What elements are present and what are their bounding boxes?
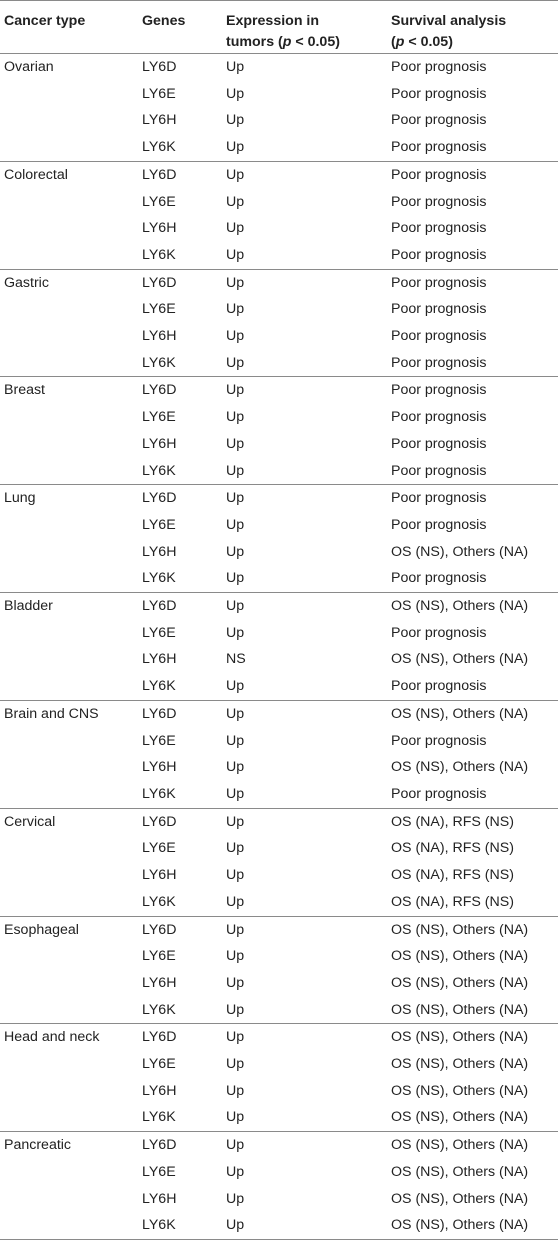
cancer-type-cell: Bladder: [0, 593, 142, 620]
table-row: [0, 242, 558, 269]
cancer-type-cell: [0, 242, 142, 269]
survival-cell: Poor prognosis: [391, 193, 487, 210]
table-row: [0, 161, 558, 188]
gene-cell: LY6H: [142, 435, 177, 452]
gene-cell: LY6D: [142, 1024, 226, 1051]
table-row: [0, 539, 558, 566]
table-row: [0, 862, 558, 889]
table-row: [0, 943, 558, 970]
cancer-type-cell: Gastric: [0, 269, 142, 296]
survival-cell: Poor prognosis: [391, 354, 487, 371]
table-row: [0, 431, 558, 458]
cancer-type-cell: [0, 1159, 142, 1186]
gene-cell: LY6K: [142, 678, 176, 695]
header-row: [0, 1, 558, 54]
table-row: [0, 889, 558, 916]
cancer-type-cell: [0, 565, 142, 592]
table-row: [0, 269, 558, 296]
gene-cell: LY6H: [142, 220, 177, 237]
survival-cell: OS (NS), Others (NA): [391, 1132, 558, 1159]
survival-cell: OS (NS), Others (NA): [391, 948, 529, 965]
cancer-type-cell: [0, 189, 142, 216]
survival-cell: Poor prognosis: [391, 301, 487, 318]
cancer-type-cell: [0, 512, 142, 539]
cancer-type-cell: [0, 835, 142, 862]
cancer-type-cell: Breast: [0, 377, 142, 404]
table-row: [0, 350, 558, 377]
expression-cell: Up: [226, 1212, 391, 1239]
gene-cell: LY6E: [142, 193, 176, 210]
header-expression: [226, 1, 391, 54]
expression-cell: Up: [226, 193, 245, 210]
expression-cell: Up: [226, 301, 245, 318]
table-row: [0, 997, 558, 1024]
cancer-type-cell: [0, 943, 142, 970]
table-row: [0, 215, 558, 242]
expression-cell: Up: [226, 1190, 245, 1207]
expression-cell: Up: [226, 485, 391, 512]
header-expression-suffix: < 0.05): [291, 34, 340, 50]
header-genes: [142, 1, 226, 54]
table-row: [0, 323, 558, 350]
expression-cell: Up: [226, 785, 245, 802]
cancer-type-cell: [0, 889, 142, 916]
expression-cell: Up: [226, 570, 245, 587]
expression-cell: Up: [226, 1132, 391, 1159]
cancer-type-cell: [0, 215, 142, 242]
header-survival-prefix: (: [391, 34, 396, 50]
gene-cell: LY6D: [142, 700, 226, 727]
header-genes-label: Genes: [142, 13, 186, 29]
table-row: [0, 1212, 558, 1239]
gene-cell: LY6D: [142, 1132, 226, 1159]
header-survival: [391, 1, 558, 54]
table-row: [0, 835, 558, 862]
survival-cell: Poor prognosis: [391, 678, 487, 695]
survival-cell: OS (NS), Others (NA): [391, 1163, 529, 1180]
table-row: [0, 377, 558, 404]
cancer-type-cell: [0, 970, 142, 997]
table-row: [0, 1159, 558, 1186]
table-row: [0, 1024, 558, 1051]
table-row: [0, 1051, 558, 1078]
expression-cell: Up: [226, 624, 245, 641]
cancer-type-cell: [0, 754, 142, 781]
table-row: [0, 54, 558, 81]
expression-cell: Up: [226, 462, 245, 479]
expression-cell: Up: [226, 246, 245, 263]
survival-cell: Poor prognosis: [391, 220, 487, 237]
survival-cell: OS (NS), Others (NA): [391, 1001, 529, 1018]
table-row: [0, 916, 558, 943]
gene-cell: LY6K: [142, 893, 176, 910]
gene-cell: LY6D: [142, 808, 226, 835]
survival-cell: OS (NS), Others (NA): [391, 1024, 558, 1051]
gene-cell: LY6E: [142, 301, 176, 318]
table-row: [0, 134, 558, 161]
table-row: [0, 565, 558, 592]
cancer-type-cell: [0, 134, 142, 161]
cancer-type-cell: [0, 458, 142, 485]
table-row: [0, 1078, 558, 1105]
gene-cell: LY6E: [142, 1056, 176, 1073]
header-expression-prefix: tumors (: [226, 34, 283, 50]
expression-cell: Up: [226, 1056, 245, 1073]
survival-cell: OS (NA), RFS (NS): [391, 867, 514, 884]
cancer-type-cell: [0, 728, 142, 755]
survival-cell: Poor prognosis: [391, 161, 558, 188]
survival-cell: OS (NS), Others (NA): [391, 916, 558, 943]
table-row: [0, 593, 558, 620]
table-row: [0, 700, 558, 727]
survival-cell: OS (NA), RFS (NS): [391, 840, 514, 857]
survival-cell: Poor prognosis: [391, 570, 487, 587]
header-survival-p: p: [395, 34, 405, 50]
expression-cell: Up: [226, 1163, 245, 1180]
table-row: [0, 808, 558, 835]
table-row: [0, 781, 558, 808]
cancer-type-cell: [0, 673, 142, 700]
gene-cell: LY6H: [142, 543, 177, 560]
cancer-type-cell: [0, 350, 142, 377]
gene-cell: LY6E: [142, 840, 176, 857]
survival-cell: OS (NS), Others (NA): [391, 1082, 529, 1099]
expression-cell: Up: [226, 893, 245, 910]
gene-cell: LY6E: [142, 948, 176, 965]
table-row: [0, 1186, 558, 1213]
header-cancer-type: [0, 1, 142, 54]
expression-cell: Up: [226, 867, 245, 884]
cancer-type-cell: [0, 862, 142, 889]
gene-cell: LY6D: [142, 485, 226, 512]
cancer-type-cell: Brain and CNS: [0, 700, 142, 727]
table-row: [0, 404, 558, 431]
cancer-type-cell: Ovarian: [4, 59, 54, 75]
table-row: [0, 673, 558, 700]
cancer-type-cell: Colorectal: [0, 161, 142, 188]
header-cancer-type-label: Cancer type: [4, 13, 86, 29]
survival-cell: Poor prognosis: [391, 246, 487, 263]
table-row: [0, 485, 558, 512]
cancer-type-cell: [0, 997, 142, 1024]
survival-cell: Poor prognosis: [391, 139, 487, 156]
expression-cell: Up: [226, 354, 245, 371]
table-row: [0, 296, 558, 323]
survival-cell: Poor prognosis: [391, 732, 487, 749]
expression-cell: Up: [226, 59, 245, 75]
table-row: [0, 512, 558, 539]
table-row: [0, 81, 558, 108]
gene-cell: LY6K: [142, 139, 176, 156]
expression-cell: Up: [226, 759, 245, 776]
survival-cell: OS (NS), Others (NA): [391, 593, 558, 620]
survival-cell: Poor prognosis: [391, 516, 487, 533]
survival-cell: OS (NS), Others (NA): [391, 543, 529, 560]
expression-cell: Up: [226, 435, 245, 452]
gene-cell: LY6D: [142, 377, 226, 404]
gene-cell: LY6D: [142, 59, 177, 75]
expression-cell: Up: [226, 1024, 391, 1051]
table-header: [0, 1, 558, 54]
gene-cell: LY6E: [142, 409, 176, 426]
cancer-type-cell: [0, 81, 142, 108]
expression-cell: Up: [226, 161, 391, 188]
survival-cell: Poor prognosis: [391, 112, 487, 129]
cancer-type-cell: Esophageal: [0, 916, 142, 943]
table-row: [0, 970, 558, 997]
survival-cell: OS (NS), Others (NA): [391, 1212, 558, 1239]
expression-cell: Up: [226, 220, 245, 237]
gene-cell: LY6K: [142, 1109, 176, 1126]
table-row: [0, 620, 558, 647]
expression-cell: Up: [226, 808, 391, 835]
expression-cell: Up: [226, 1109, 245, 1126]
gene-cell: LY6E: [142, 516, 176, 533]
survival-cell: OS (NS), Others (NA): [391, 651, 529, 668]
expression-cell: Up: [226, 916, 391, 943]
cancer-type-cell: [0, 323, 142, 350]
cancer-type-cell: Head and neck: [0, 1024, 142, 1051]
gene-cell: LY6D: [142, 916, 226, 943]
survival-cell: OS (NS), Others (NA): [391, 1109, 529, 1126]
header-survival-suffix: < 0.05): [404, 34, 453, 50]
survival-cell: Poor prognosis: [391, 328, 487, 345]
cancer-type-cell: Pancreatic: [0, 1132, 142, 1159]
expression-cell: Up: [226, 732, 245, 749]
survival-cell: Poor prognosis: [391, 409, 487, 426]
survival-cell: Poor prognosis: [391, 59, 487, 75]
gene-cell: LY6E: [142, 732, 176, 749]
survival-cell: Poor prognosis: [391, 624, 487, 641]
gene-cell: LY6H: [142, 328, 177, 345]
gene-cell: LY6K: [142, 785, 176, 802]
expression-cell: Up: [226, 328, 245, 345]
table-row: [0, 1132, 558, 1159]
expression-cell: NS: [226, 651, 246, 668]
survival-cell: OS (NS), Others (NA): [391, 759, 529, 776]
survival-cell: OS (NS), Others (NA): [391, 1056, 529, 1073]
cancer-type-cell: [0, 620, 142, 647]
header-expression-line1: Expression in: [226, 13, 320, 29]
survival-cell: OS (NS), Others (NA): [391, 974, 529, 991]
header-expression-p: p: [282, 34, 292, 50]
survival-cell: Poor prognosis: [391, 85, 487, 102]
gene-cell: LY6H: [142, 867, 177, 884]
gene-cell: LY6H: [142, 651, 177, 668]
cancer-type-cell: [0, 1186, 142, 1213]
table-row: [0, 107, 558, 134]
expression-cell: Up: [226, 139, 245, 156]
cancer-type-cell: [0, 431, 142, 458]
expression-cell: Up: [226, 377, 391, 404]
expression-cell: Up: [226, 516, 245, 533]
table-body: [0, 54, 558, 1240]
cancer-type-cell: [0, 1078, 142, 1105]
gene-cell: LY6D: [142, 269, 226, 296]
expression-cell: Up: [226, 1082, 245, 1099]
cancer-type-cell: [0, 781, 142, 808]
survival-cell: OS (NA), RFS (NS): [391, 808, 558, 835]
survival-cell: Poor prognosis: [391, 785, 487, 802]
table-row: [0, 1104, 558, 1131]
table-row: [0, 189, 558, 216]
gene-cell: LY6E: [142, 1163, 176, 1180]
gene-cell: LY6K: [142, 570, 176, 587]
expression-cell: Up: [226, 678, 245, 695]
table-row: [0, 458, 558, 485]
expression-cell: Up: [226, 974, 245, 991]
cancer-type-cell: Lung: [0, 485, 142, 512]
gene-cell: LY6K: [142, 354, 176, 371]
expression-cell: Up: [226, 543, 245, 560]
survival-cell: OS (NA), RFS (NS): [391, 893, 514, 910]
table-row: [0, 754, 558, 781]
gene-cell: LY6K: [142, 1212, 226, 1239]
cancer-type-cell: [0, 296, 142, 323]
header-survival-line1: Survival analysis: [391, 13, 507, 29]
expression-cell: Up: [226, 948, 245, 965]
cancer-type-cell: [0, 646, 142, 673]
gene-cell: LY6K: [142, 462, 176, 479]
survival-cell: OS (NS), Others (NA): [391, 1190, 529, 1207]
gene-cell: LY6H: [142, 1190, 177, 1207]
survival-cell: Poor prognosis: [391, 377, 558, 404]
survival-cell: OS (NS), Others (NA): [391, 700, 558, 727]
cancer-type-cell: [0, 1104, 142, 1131]
survival-cell: Poor prognosis: [391, 435, 487, 452]
expression-cell: Up: [226, 85, 245, 102]
cancer-type-cell: [0, 539, 142, 566]
cancer-type-cell: [0, 404, 142, 431]
gene-cell: LY6H: [142, 112, 177, 129]
gene-cell: LY6E: [142, 624, 176, 641]
expression-cell: Up: [226, 700, 391, 727]
gene-cell: LY6D: [142, 593, 226, 620]
cancer-type-cell: [0, 1212, 142, 1239]
expression-cell: Up: [226, 1001, 245, 1018]
gene-cell: LY6H: [142, 759, 177, 776]
gene-cell: LY6K: [142, 246, 176, 263]
gene-cell: LY6H: [142, 974, 177, 991]
expression-cell: Up: [226, 840, 245, 857]
expression-cell: Up: [226, 593, 391, 620]
expression-cell: Up: [226, 112, 245, 129]
gene-cell: LY6K: [142, 1001, 176, 1018]
survival-cell: Poor prognosis: [391, 485, 558, 512]
expression-cell: Up: [226, 409, 245, 426]
gene-cell: LY6D: [142, 161, 226, 188]
cancer-type-cell: Cervical: [0, 808, 142, 835]
table-row: [0, 728, 558, 755]
cancer-type-cell: [0, 107, 142, 134]
survival-cell: Poor prognosis: [391, 269, 558, 296]
gene-cell: LY6H: [142, 1082, 177, 1099]
cancer-type-cell: [0, 1051, 142, 1078]
expression-cell: Up: [226, 269, 391, 296]
gene-cell: LY6E: [142, 85, 176, 102]
table-row: [0, 646, 558, 673]
survival-cell: Poor prognosis: [391, 462, 487, 479]
